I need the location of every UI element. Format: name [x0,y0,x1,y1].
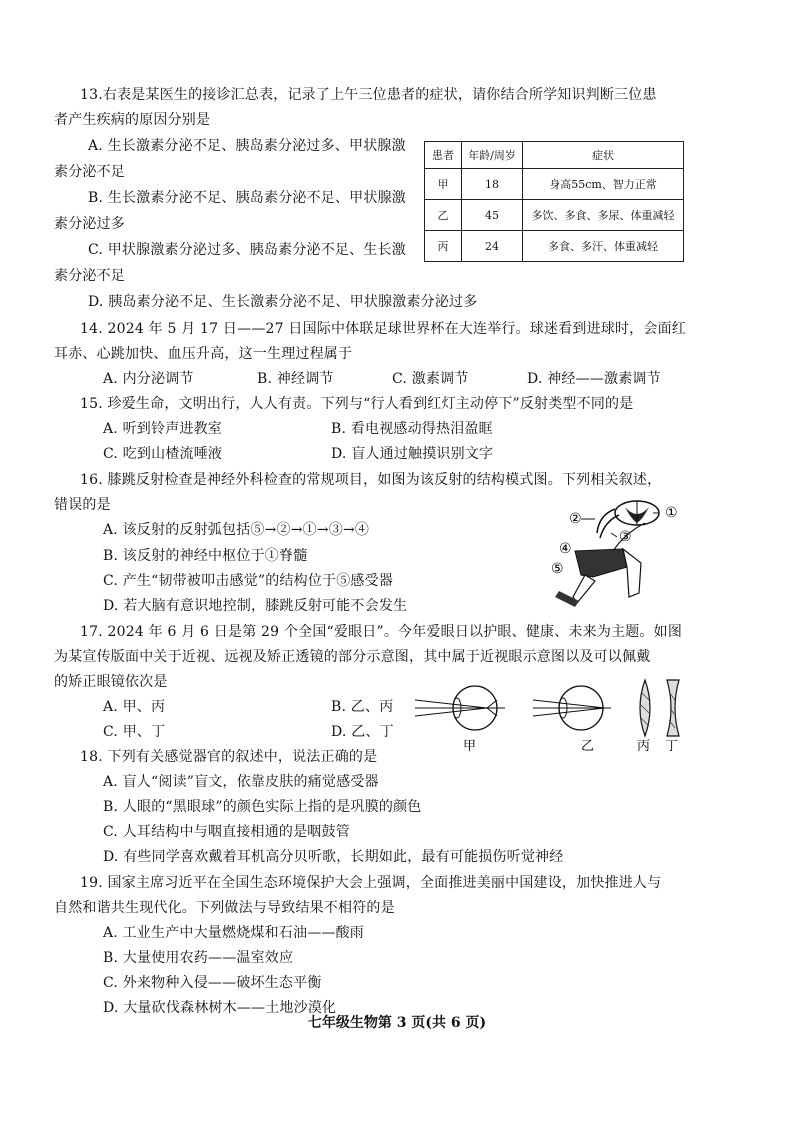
q19-option-a: A. 工业生产中大量燃烧煤和石油——酸雨 [103,925,365,941]
q13-stem-line2: 者产生疾病的原因分别是 [54,112,211,128]
q17-stem-line3: 的矫正眼镜依次是 [54,674,168,690]
q19-option-c: C. 外来物种入侵——破坏生态平衡 [103,975,322,991]
label-jia: 甲 [463,739,477,754]
label-1: ① [665,505,678,521]
q13-option-a: A. 生长激素分泌不足、胰岛素分泌过多、甲状腺激 [88,138,406,154]
table-header: 症状 [523,142,684,169]
eye-diagram-yi [533,686,611,754]
q13-option-b: B. 生长激素分泌不足、胰岛素分泌不足、甲状腺激 [88,190,406,206]
label-2: ② [569,511,582,527]
q15-option-a: A. 听到铃声进教室 [103,421,223,437]
table-cell: 多食、多汗、体重减轻 [523,231,684,262]
table-row [425,169,684,200]
q13-stem-line1: 13.右表是某医生的接诊汇总表，记录了上午三位患者的症状，请你结合所学知识判断三位患 [80,87,657,103]
q13-option-c: C. 甲状腺激素分泌过多、胰岛素分泌不足、生长激 [88,242,406,258]
q15-stem: 15. 珍爱生命，文明出行，人人有责。下列与“行人看到红灯主动停下”反射类型不同的是 [80,396,634,412]
table-header: 患者 [425,142,462,169]
q13-option-c-cont: 素分泌不足 [54,268,125,284]
table-header: 年龄/周岁 [462,142,523,169]
q14-option-b: B. 神经调节 [257,371,334,387]
table-cell: 18 [462,169,523,200]
q14-option-d: D. 神经——激素调节 [527,371,661,387]
q13-option-b-cont: 素分泌过多 [54,216,125,232]
label-bing: 丙 [637,739,651,754]
q14-stem-line1: 14. 2024 年 5 月 17 日——27 日国际中体联足球世界杯在大连举行。球迷看到进球时，会面红 [80,321,686,337]
q17-stem-line1: 17. 2024 年 6 月 6 日是第 29 个全国“爱眼日”。今年爱眼日以护眼、健康、未来为主题。如图 [80,624,683,640]
table-cell: 45 [462,200,523,231]
lens-ding [665,680,679,754]
q15-option-b: B. 看电视感动得热泪盈眶 [331,421,493,437]
q17-option-d: D. 乙、丁 [331,724,394,740]
q14-option-a: A. 内分泌调节 [103,371,194,387]
patient-symptom-table [424,141,684,262]
eye-diagram-jia [415,686,505,754]
page-footer: 七年级生物第 3 页(共 6 页) [307,1015,487,1031]
q18-option-b: B. 人眼的“黑眼球”的颜色实际上指的是巩膜的颜色 [103,799,422,815]
label-4: ④ [559,541,572,557]
table-cell: 多饮、多食、多尿、体重减轻 [523,200,684,231]
eye-lens-diagram [415,678,690,758]
q13-option-a-cont: 素分泌不足 [54,164,125,180]
lens-bing [637,680,650,754]
q15-option-c: C. 吃到山楂流唾液 [103,446,223,462]
table-row [425,231,684,262]
label-ding: 丁 [665,739,679,754]
q13-option-d: D. 胰岛素分泌不足、生长激素分泌不足、甲状腺激素分泌过多 [88,294,478,310]
q19-stem-line2: 自然和谐共生现代化。下列做法与导致结果不相符的是 [54,900,395,916]
q17-stem-line2: 为某宣传版面中关于近视、远视及矫正透镜的部分示意图，其中属于近视眼示意图以及可以佩戴 [54,649,651,665]
q16-option-d: D. 若大脑有意识地控制，膝跳反射可能不会发生 [103,598,408,614]
label-5: ⑤ [551,561,564,577]
q16-stem-line2: 错误的是 [54,497,111,513]
label-3: ③ [619,529,632,545]
q18-option-a: A. 盲人“阅读”盲文，依靠皮肤的痛觉感受器 [103,774,379,790]
q16-option-c: C. 产生“韧带被叩击感觉”的结构位于⑤感受器 [103,573,394,589]
q17-option-b: B. 乙、丙 [331,699,394,715]
q18-stem: 18. 下列有关感觉器官的叙述中，说法正确的是 [80,749,378,765]
table-cell: 24 [462,231,523,262]
knee-jerk-reflex-diagram [545,493,695,613]
q19-option-d: D. 大量砍伐森林树木——土地沙漠化 [103,1000,337,1016]
q16-option-a: A. 该反射的反射弧包括⑤→②→①→③→④ [103,522,370,538]
q14-option-c: C. 激素调节 [392,371,469,387]
table-cell: 身高55cm、智力正常 [523,169,684,200]
q19-stem-line1: 19. 国家主席习近平在全国生态环境保护大会上强调，全面推进美丽中国建设，加快推进人与 [80,875,662,891]
q14-stem-line2: 耳赤、心跳加快、血压升高，这一生理过程属于 [54,346,353,362]
q18-option-c: C. 人耳结构中与咽直接相通的是咽鼓管 [103,824,350,840]
q16-option-b: B. 该反射的神经中枢位于①脊髓 [103,548,308,564]
table-cell: 甲 [425,169,462,200]
table-cell: 乙 [425,200,462,231]
table-row [425,200,684,231]
q16-stem-line1: 16. 膝跳反射检查是神经外科检查的常规项目，如图为该反射的结构模式图。下列相关叙述， [80,472,662,488]
q17-option-c: C. 甲、丁 [103,724,166,740]
q18-option-d: D. 有些同学喜欢戴着耳机高分贝听歌，长期如此，最有可能损伤听觉神经 [103,849,564,865]
table-cell: 丙 [425,231,462,262]
label-yi: 乙 [581,739,595,754]
q15-option-d: D. 盲人通过触摸识别文字 [331,446,494,462]
q17-option-a: A. 甲、丙 [103,699,166,715]
q19-option-b: B. 大量使用农药——温室效应 [103,950,294,966]
